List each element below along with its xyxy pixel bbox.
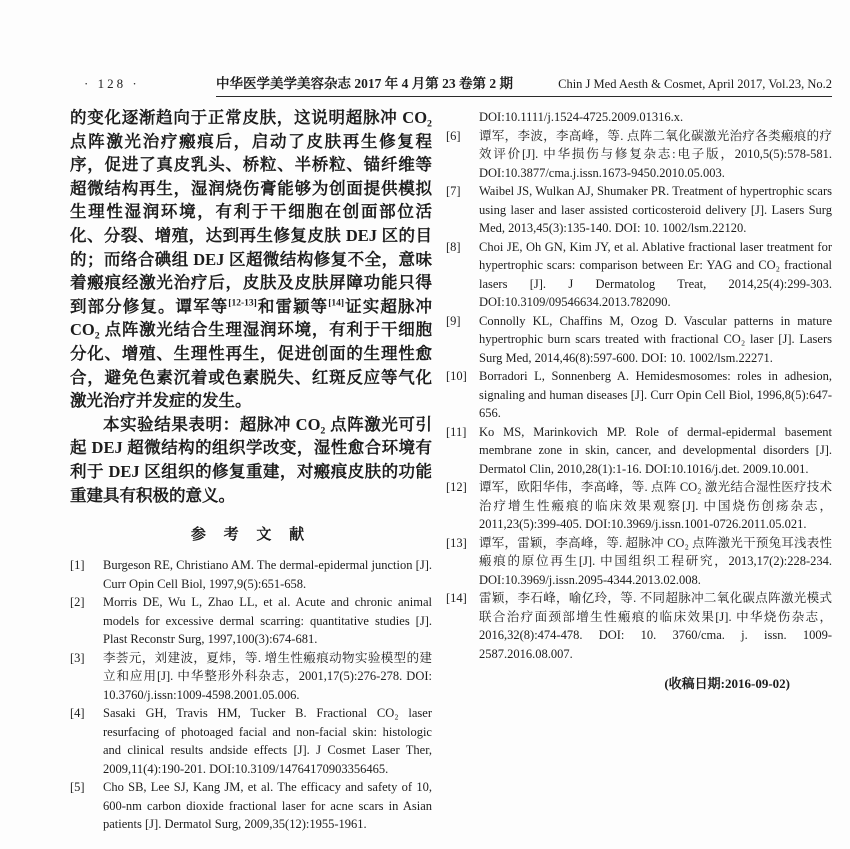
reference-item [446, 238, 832, 312]
reference-continuation [446, 108, 832, 127]
reference-text: Ko MS, Marinkovich MP. Role of dermal-epidermal basement membrane zone in skin, cancer, and developmental disorders [J]. Dermatol Clin, 2010,28(1):1-16. DOI:10.1016/j.det. 2009.10.001. [479, 424, 832, 476]
reference-number: [12] [446, 480, 467, 494]
paragraph-text: 的变化逐渐趋向于正常皮肤，这说明超脉冲 CO₂ 点阵激光治疗瘢痕后，启动了皮肤再生修复程序，促进了真皮乳头、桥粒、半桥粒、锚纤维等超微结构再生，湿润烧伤膏能够为创面提供模拟生理性湿润环境，有利于干细胞在创面部位活化、分裂、增殖，达到再生修复皮肤 DEJ 区的目的；而络合碘组 DEJ 区超微结构修复不全，意味着瘢痕经激光治疗后，皮肤及皮肤屏障功能只得到部分修复。谭军等 [70, 108, 432, 316]
references-list-right [446, 108, 832, 663]
reference-item [70, 778, 432, 834]
reference-item [446, 589, 832, 663]
citation-superscript: [14] [328, 298, 345, 309]
reference-number: [8] [446, 239, 461, 254]
reference-item [446, 423, 832, 479]
reference-number: [10] [446, 369, 467, 383]
references-list-left [70, 556, 432, 834]
left-column [70, 106, 432, 834]
reference-item [446, 182, 832, 238]
page-number: · 128 · [84, 76, 140, 91]
reference-number: [7] [446, 184, 461, 198]
citation-superscript: [12-13] [228, 298, 257, 309]
reference-text: Cho SB, Lee SJ, Kang JM, et al. The efficacy and safety of 10, 600-nm carbon dioxide fractional laser for acne scars in Asian patients [J]. Dermatol Surg, 2009,35(12):1955-1961. [103, 780, 432, 832]
reference-item [446, 478, 832, 534]
received-date: (收稿日期:2016-09-02) [664, 676, 790, 691]
reference-text: Connolly KL, Chaffins M, Ozog D. Vascular patterns in mature hypertrophic burn scars treated with fractional CO₂ laser [J]. Lasers Surg Med, 2014,46(8):597-600. DOI: 10. 1002/lsm.22271. [479, 313, 832, 365]
reference-number: [14] [446, 591, 467, 605]
reference-number: [3] [70, 650, 85, 665]
reference-item [70, 593, 432, 649]
reference-number: [4] [70, 706, 85, 721]
reference-text: 谭军，雷颖，李高峰，等. 超脉冲 CO₂ 点阵激光干预兔耳浅表性瘢痕的原位再生[J]. 中国组织工程研究，2013,17(2):228-234. DOI:10.3969/j.issn.2095-4344.2013.02.008. [479, 535, 832, 587]
body-paragraph-2: 本实验结果表明：超脉冲 CO₂ 点阵激光可引起 DEJ 超微结构的组织学改变，湿性愈合环境有利于 DEJ 区组织的修复重建，对瘢痕皮肤的功能重建具有积极的意义。 [70, 414, 432, 505]
reference-number: [1] [70, 558, 85, 573]
reference-number: [9] [446, 313, 461, 328]
reference-text: 谭军，李波，李高峰，等. 点阵二氧化碳激光治疗各类瘢痕的疗效评价[J]. 中华损伤与修复杂志:电子版，2010,5(5):578-581. DOI:10.3877/cma.j.issn.1673-9450.2010.05.003. [479, 128, 832, 180]
reference-item [446, 534, 832, 590]
reference-text: 李荟元，刘建波，夏炜，等. 增生性瘢痕动物实验模型的建立和应用[J]. 中华整形外科杂志，2001,17(5):276-278. DOI: 10.3760/j.issn:1009-4598.2001.05.006. [103, 650, 432, 702]
right-column [446, 108, 832, 692]
references-heading: 参 考 文 献 [190, 527, 312, 544]
reference-text: 谭军，欧阳华伟，李高峰，等. 点阵 CO₂ 激光结合湿性医疗技术治疗增生性瘢痕的临床效果观察[J]. 中国烧伤创疡杂志，2011,23(5):399-405. DOI:10.3969/j.issn.1001-0726.2011.05.021. [479, 480, 832, 531]
reference-number: [6] [446, 128, 461, 143]
reference-text: 雷颖，李石峰，喻亿玲，等. 不同超脉冲二氧化碳点阵激光模式联合治疗面颈部增生性瘢痕的临床效果[J]. 中华烧伤杂志，2016,32(8):474-478. DOI: 10. 3760/cma. j. issn. 1009-2587.2016.08.007. [479, 591, 832, 661]
reference-text: Waibel JS, Wulkan AJ, Shumaker PR. Treatment of hypertrophic scars using laser and laser assisted corticosteroid delivery [J]. Lasers Surg Med, 2013,45(3):135-140. DOI: 10. 1002/lsm.22120. [479, 184, 832, 235]
reference-number: [11] [446, 424, 467, 439]
reference-text: Choi JE, Oh GN, Kim JY, et al. Ablative fractional laser treatment for hypertrophic scars: comparison between Er: YAG and CO₂ fractional lasers [J]. J Dermatolog Treat, 2014,25(4):299-303. DOI:10.3109/09546634.2013.782090. [479, 239, 832, 309]
reference-number: [2] [70, 595, 85, 610]
reference-number: [13] [446, 535, 467, 550]
reference-text: Morris DE, Wu L, Zhao LL, et al. Acute and chronic animal models for excessive dermal scarring: quantitative studies [J]. Plast Reconstr Surg, 1997,100(3):674-681. [103, 595, 432, 647]
reference-item [446, 367, 832, 423]
reference-item [446, 127, 832, 183]
reference-text: Borradori L, Sonnenberg A. Hemidesmosomes: roles in adhesion, signaling and human diseases [J]. Curr Opin Cell Biol, 1996,8(5):647-656. [479, 369, 832, 420]
reference-item [70, 556, 432, 593]
journal-title-en: Chin J Med Aesth & Cosmet, April 2017, Vol.23, No.2 [558, 77, 832, 91]
reference-item [70, 704, 432, 778]
reference-number: [5] [70, 780, 85, 795]
journal-title-cn: 中华医学美学美容杂志 2017 年 4 月第 23 卷第 2 期 [216, 76, 513, 91]
reference-item [70, 649, 432, 705]
body-paragraph-1 [70, 106, 432, 413]
reference-item [446, 312, 832, 368]
reference-text: Burgeson RE, Christiano AM. The dermal-epidermal junction [J]. Curr Opin Cell Biol, 1997,9(5):651-658. [103, 558, 432, 591]
reference-text: DOI:10.1111/j.1524-4725.2009.01316.x. [479, 110, 684, 124]
reference-text: Sasaki GH, Travis HM, Tucker B. Fractional CO₂ laser resurfacing of photoaged facial and non-facial skin: histologic and clinical results andside effects [J]. J Cosmet Laser Ther, 2009,11(4):190-201. DOI:10.3109/14764170903356465. [103, 706, 432, 776]
paragraph-text: 和雷颖等 [256, 296, 329, 316]
paragraph-text: 证实超脉冲 CO₂ 点阵激光结合生理湿润环境，有利于干细胞分化、增殖、生理性再生，促进创面的生理性愈合，避免色素沉着或色素脱失、红斑反应等气化激光治疗并发症的发生。 [70, 296, 433, 411]
reference-number [446, 108, 479, 127]
journal-header [216, 72, 832, 97]
